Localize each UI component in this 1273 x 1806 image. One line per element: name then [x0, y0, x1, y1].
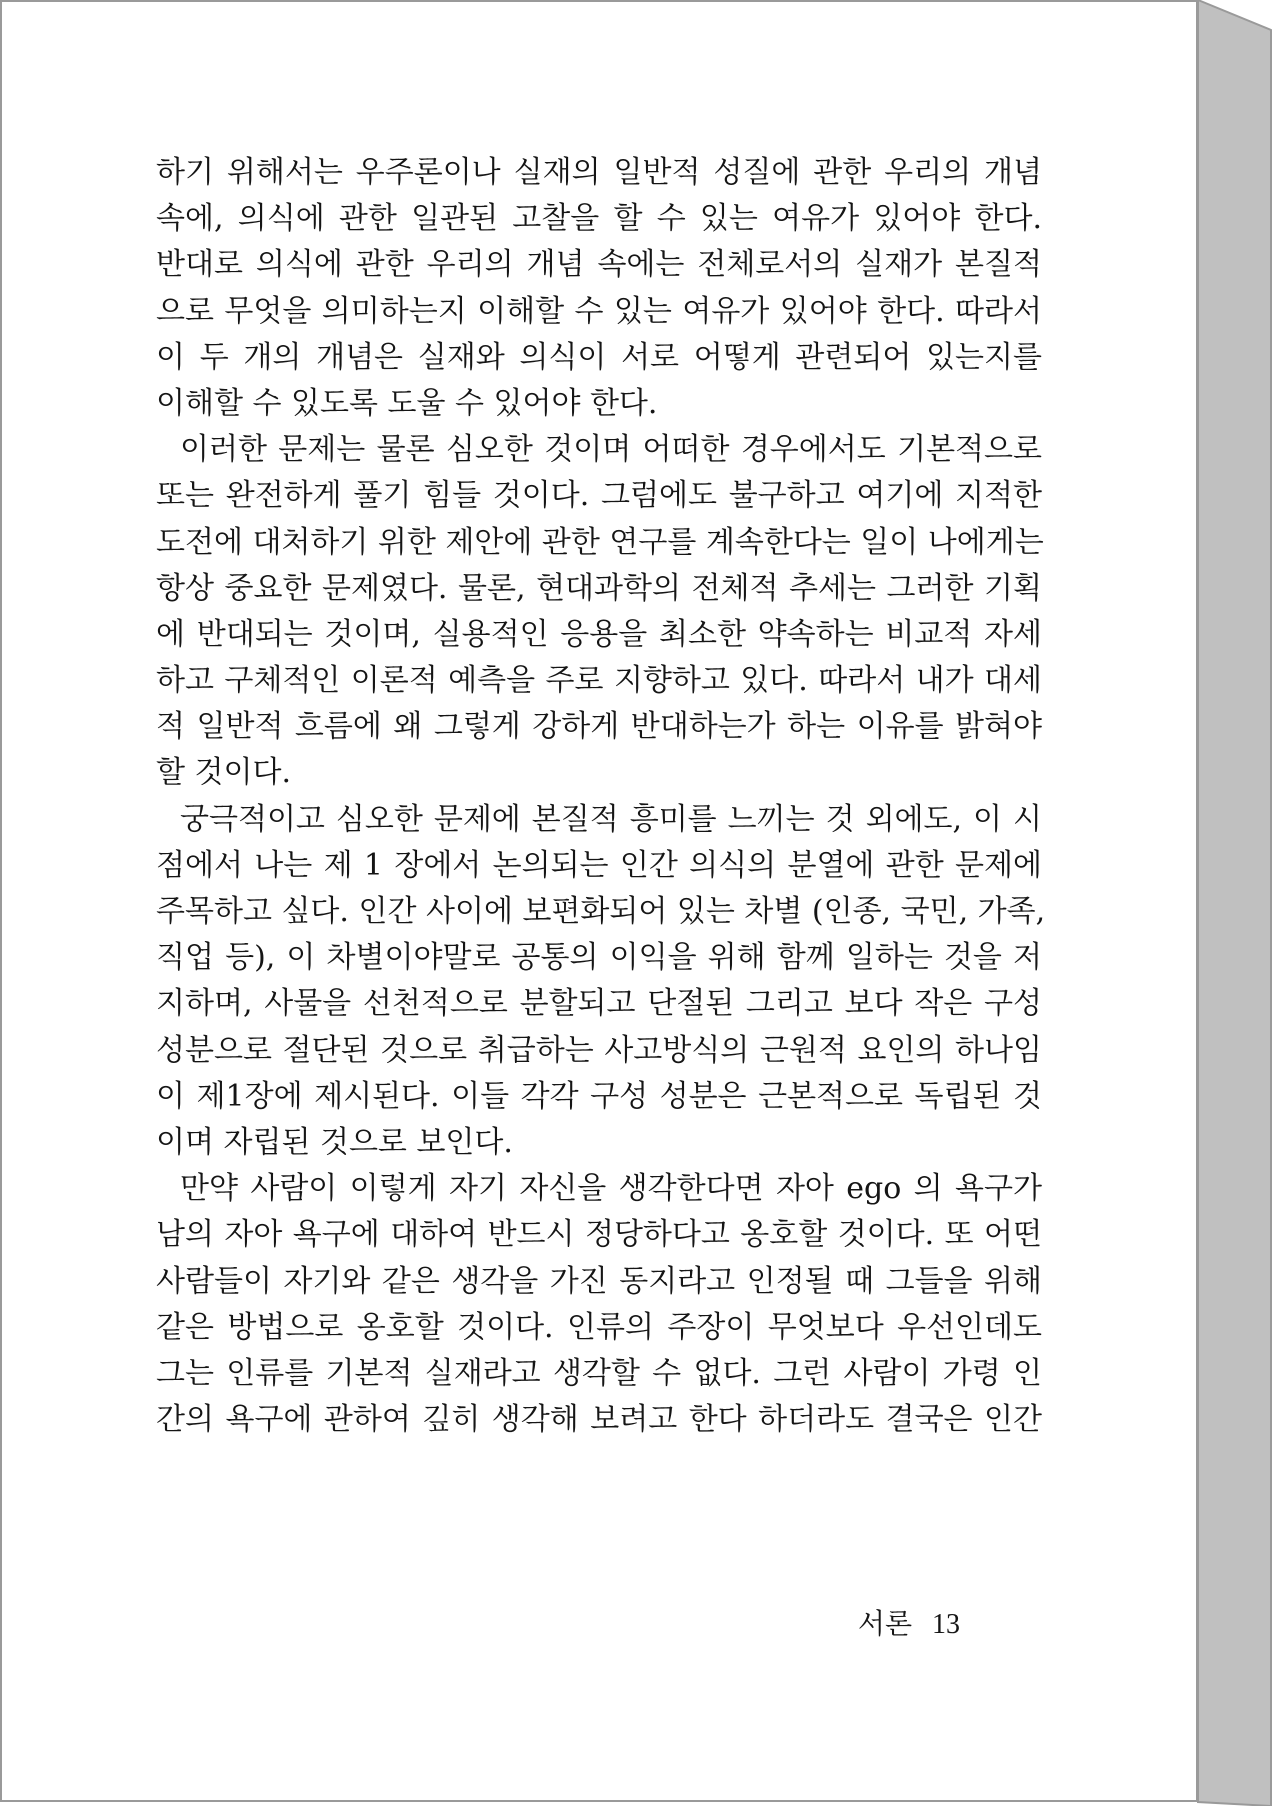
text-line: 이해할 수 있도록 도울 수 있어야 한다.: [156, 385, 658, 421]
text-line: 에 반대되는 것이며, 실용적인 응용을 최소한 약속하는 비교적 자세: [156, 616, 1042, 652]
text-line: 그는 인류를 기본적 실재라고 생각할 수 없다. 그런 사람이 가령 인: [156, 1355, 1042, 1391]
text-line: 주목하고 싶다. 인간 사이에 보편화되어 있는 차별 (인종, 국민, 가족,: [156, 894, 1046, 929]
text-line: 반대로 의식에 관한 우리의 개념 속에는 전체로서의 실재가 본질적: [156, 247, 1042, 283]
text-line: 속에, 의식에 관한 일관된 고찰을 할 수 있는 여유가 있어야 한다.: [156, 201, 1042, 237]
running-section-title: 서론: [857, 1607, 912, 1640]
text-line: 하기 위해서는 우주론이나 실재의 일반적 성질에 관한 우리의 개념: [156, 155, 1042, 190]
text-line: 같은 방법으로 옹호할 것이다. 인류의 주장이 무엇보다 우선인데도: [156, 1309, 1042, 1345]
text-line: 지하며, 사물을 선천적으로 분할되고 단절된 그리고 보다 작은 구성: [156, 986, 1042, 1022]
text-line: 이 두 개의 개념은 실재와 의식이 서로 어떻게 관련되어 있는지를: [156, 339, 1042, 375]
text-line: 궁극적이고 심오한 문제에 본질적 흥미를 느끼는 것 외에도, 이 시: [180, 801, 1042, 837]
text-line: 남의 자아 욕구에 대하여 반드시 정당하다고 옹호할 것이다. 또 어떤: [156, 1217, 1042, 1253]
text-line: 으로 무엇을 의미하는지 이해할 수 있는 여유가 있어야 한다. 따라서: [156, 293, 1042, 329]
text-line: 적 일반적 흐름에 왜 그렇게 강하게 반대하는가 하는 이유를 밝혀야: [156, 709, 1042, 745]
text-line: 사람들이 자기와 같은 생각을 가진 동지라고 인정될 때 그들을 위해: [156, 1263, 1042, 1299]
text-line: 이러한 문제는 물론 심오한 것이며 어떠한 경우에서도 기본적으로: [180, 432, 1042, 468]
text-line: 이 제1장에 제시된다. 이들 각각 구성 성분은 근본적으로 독립된 것: [156, 1078, 1042, 1114]
text-line: 하고 구체적인 이론적 예측을 주로 지향하고 있다. 따라서 내가 대세: [156, 663, 1042, 699]
text-line: 점에서 나는 제 1 장에서 논의되는 인간 의식의 분열에 관한 문제에: [156, 847, 1042, 883]
text-line: 항상 중요한 문제였다. 물론, 현대과학의 전체적 추세는 그러한 기획: [156, 570, 1042, 606]
text-line: 성분으로 절단된 것으로 취급하는 사고방식의 근원적 요인의 하나임: [156, 1032, 1042, 1068]
text-line: 만약 사람이 이렇게 자기 자신을 생각한다면 자아 ego 의 욕구가: [180, 1171, 1042, 1207]
text-line: 또는 완전하게 풀기 힘들 것이다. 그럼에도 불구하고 여기에 지적한: [156, 478, 1042, 514]
text-line: 직업 등), 이 차별이야말로 공통의 이익을 위해 함께 일하는 것을 저: [156, 940, 1042, 976]
text-line: 이며 자립된 것으로 보인다.: [156, 1124, 513, 1160]
text-line: 할 것이다.: [156, 755, 291, 791]
page-number: 13: [932, 1609, 960, 1640]
page-stack-edge-shape: [1198, 0, 1271, 1806]
text-line: 도전에 대처하기 위한 제안에 관한 연구를 계속한다는 일이 나에게는: [156, 524, 1044, 560]
text-line: 간의 욕구에 관하여 깊히 생각해 보려고 한다 하더라도 결국은 인간: [156, 1402, 1042, 1438]
